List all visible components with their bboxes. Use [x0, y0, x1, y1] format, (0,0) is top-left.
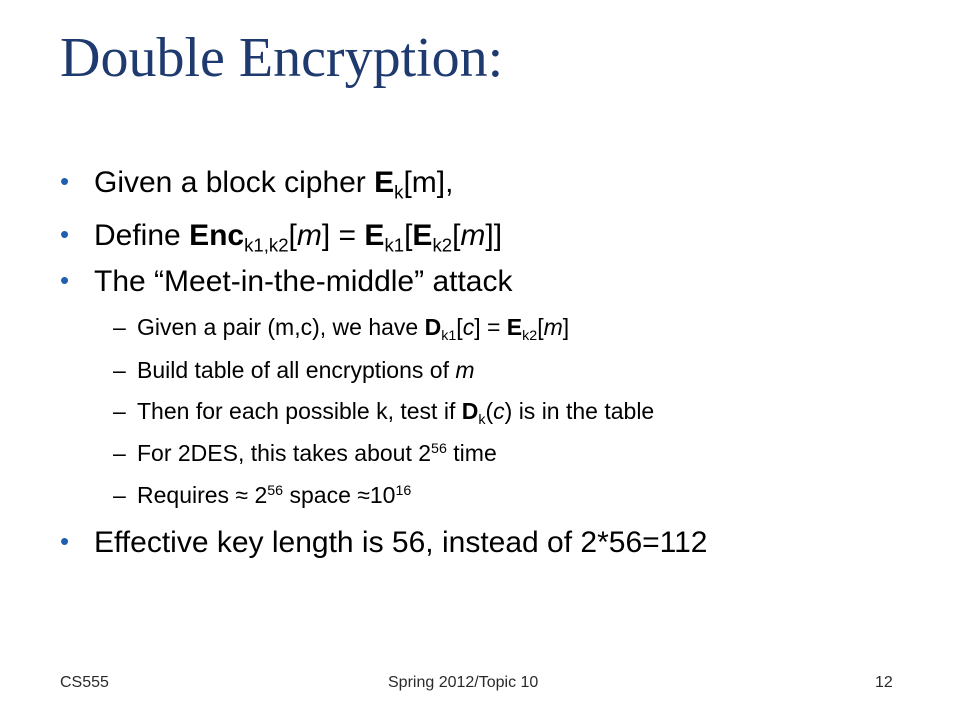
dash-icon: – — [113, 357, 126, 383]
bullet-dot-icon: • — [60, 219, 70, 249]
dash-icon: – — [113, 440, 126, 466]
sub-bullet-text: Then for each possible k, test if $D_k(c)$ is in the table — [137, 398, 655, 428]
footer-page-number: 12 — [875, 674, 893, 691]
bullet-dot-icon: • — [60, 166, 70, 196]
dash-icon: – — [113, 482, 126, 508]
footer-topic: Spring 2012/Topic 10 — [388, 674, 539, 691]
sub-bullet-text: Given a pair (m,c), we have $D_{k1}[c] = E_{k2}[m]$ — [137, 314, 570, 344]
bullet-text: Define $Enc_{k1,k2}[m] = E_{k1}[E_{k2}[m]]$ — [94, 219, 503, 256]
bullet-text: The “Meet-in-the-middle” attack — [94, 265, 513, 298]
bullet-dot-icon: • — [60, 265, 70, 295]
bullet-text: Effective key length is 56, instead of 2*56=112 — [94, 526, 708, 559]
footer-course: CS555 — [60, 674, 109, 691]
dash-icon: – — [113, 314, 126, 340]
sub-bullet-text: Build table of all encryptions of m — [137, 357, 475, 383]
sub-bullet-text: For 2DES, this takes about $2^{56}$ time — [137, 440, 497, 466]
bullet-text: Given a block cipher $E_k[m]$, — [94, 166, 454, 203]
sub-bullet-text: Requires ≈ $2^{56}$ space $\approx 10^{16}$ — [137, 482, 412, 508]
bullet-dot-icon: • — [60, 526, 70, 556]
slide-title: Double Encryption: — [60, 27, 504, 89]
dash-icon: – — [113, 398, 126, 424]
